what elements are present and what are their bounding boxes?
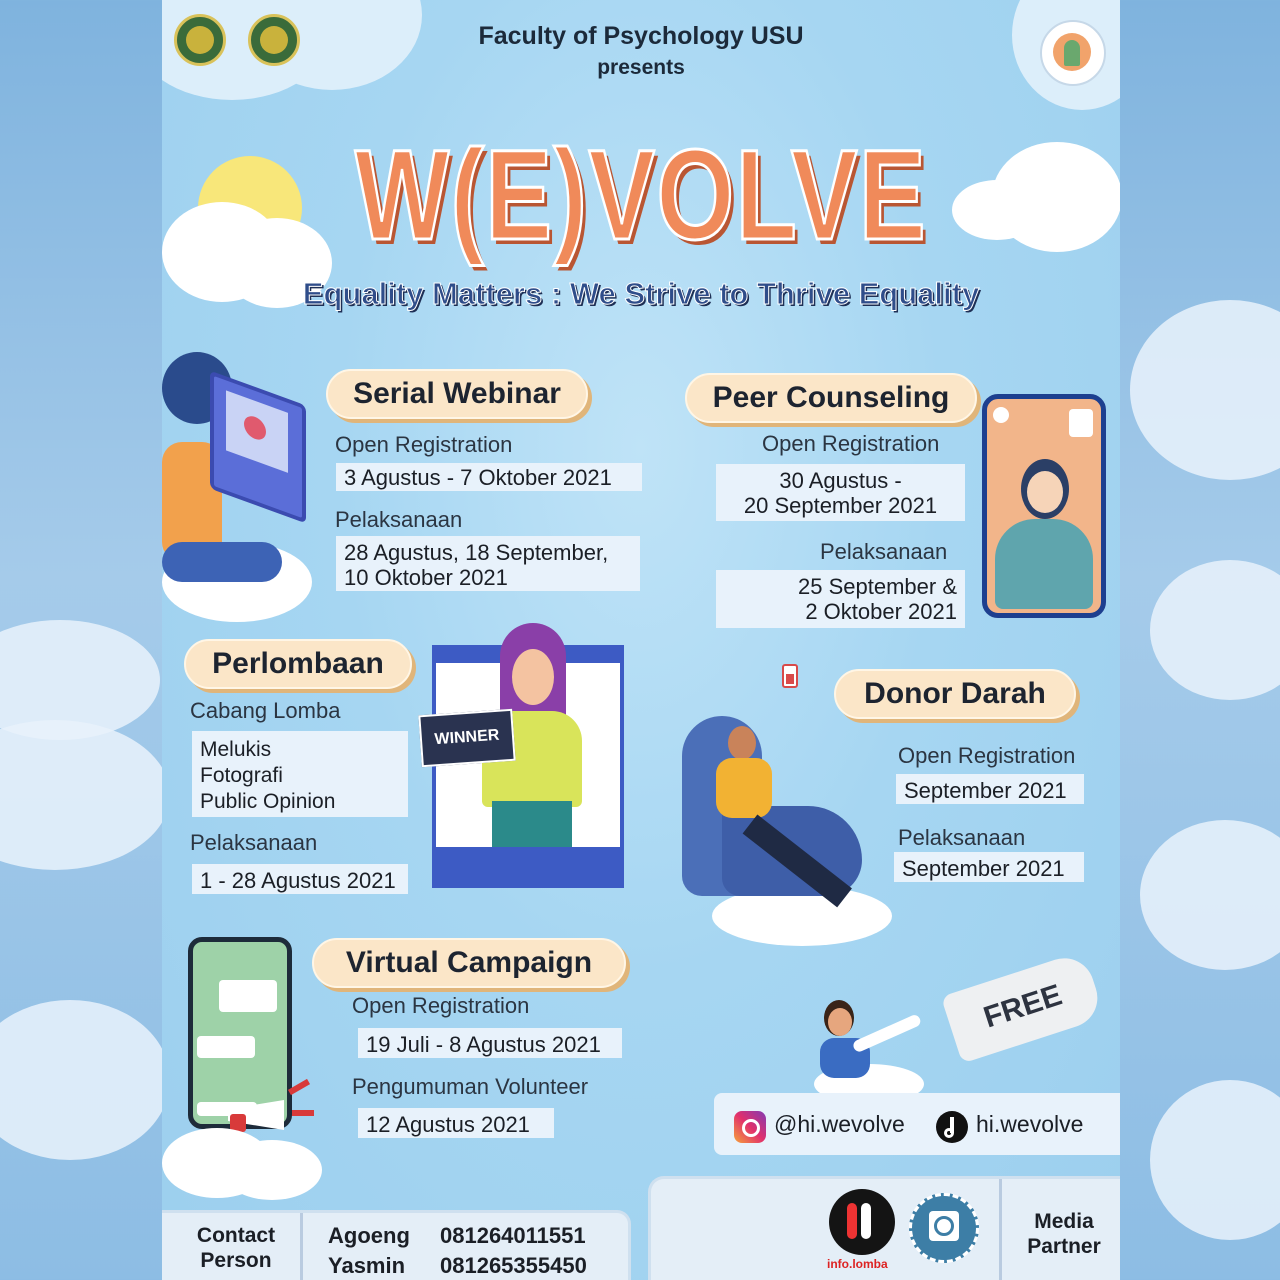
donor-exec-label: Pelaksanaan <box>898 825 1026 850</box>
info-lomba-text: info.lomba <box>827 1257 888 1271</box>
presenter-text: Faculty of Psychology USU <box>478 22 804 50</box>
instagram-handle[interactable]: @hi.wevolve <box>774 1111 905 1137</box>
counseling-exec-value: 25 September & 2 Oktober 2021 <box>716 570 965 628</box>
laptop-illustration <box>162 352 312 612</box>
info-lomba-logo <box>829 1189 895 1255</box>
contact-divider <box>300 1213 303 1280</box>
counseling-reg-label: Open Registration <box>762 431 940 456</box>
media-divider <box>999 1179 1002 1280</box>
blood-bag-icon <box>782 664 798 688</box>
webinar-title-pill: Serial Webinar <box>326 369 588 419</box>
event-poster <box>162 0 1120 1280</box>
event-title: W(E)VOLVE <box>354 124 928 267</box>
webinar-reg-label: Open Registration <box>335 432 513 457</box>
bg-cloud <box>0 720 170 870</box>
donor-chair-illustration <box>682 716 892 946</box>
webinar-reg-value: 3 Agustus - 7 Oktober 2021 <box>336 463 642 491</box>
bg-cloud <box>0 1000 170 1160</box>
campaign-reg-label: Open Registration <box>352 993 530 1018</box>
webinar-exec-label: Pelaksanaan <box>335 507 463 532</box>
winner-sign: WINNER <box>418 709 515 767</box>
campaign-title-pill: Virtual Campaign <box>312 938 626 988</box>
contact-label: Contact Person <box>196 1224 276 1272</box>
donor-reg-value: September 2021 <box>896 774 1084 804</box>
competition-exec-value: 1 - 28 Agustus 2021 <box>192 864 408 894</box>
competition-branches: Melukis Fotografi Public Opinion <box>192 731 408 817</box>
contact-name: Yasmin <box>328 1253 406 1278</box>
megaphone-icon <box>228 1090 298 1136</box>
campaign-cloud <box>222 1140 322 1200</box>
contact-panel <box>162 1210 631 1280</box>
donor-title-pill: Donor Darah <box>834 669 1076 719</box>
free-tag: FREE <box>941 951 1105 1064</box>
competition-exec-label: Pelaksanaan <box>190 830 318 855</box>
bg-cloud <box>1130 300 1280 480</box>
bg-cloud <box>1140 820 1280 970</box>
contact-name: Agoeng <box>328 1223 410 1248</box>
donor-exec-value: September 2021 <box>894 852 1084 882</box>
pointing-man-illustration <box>814 998 934 1094</box>
competition-title-pill: Perlombaan <box>184 639 412 689</box>
instagram-icon[interactable] <box>734 1111 766 1143</box>
social-bar <box>714 1093 1120 1155</box>
bg-cloud <box>1150 1080 1280 1240</box>
campaign-announce-label: Pengumuman Volunteer <box>352 1074 589 1099</box>
search-partner-logo <box>909 1193 979 1263</box>
counseling-reg-value: 30 Agustus - 20 September 2021 <box>716 464 965 521</box>
campaign-reg-value: 19 Juli - 8 Agustus 2021 <box>358 1028 622 1058</box>
counseling-title-pill: Peer Counseling <box>685 373 977 423</box>
bg-cloud <box>1150 560 1280 700</box>
counseling-exec-label: Pelaksanaan <box>820 539 948 564</box>
donor-reg-label: Open Registration <box>898 743 1076 768</box>
phone-illustration <box>982 394 1106 618</box>
webinar-exec-value: 28 Agustus, 18 September, 10 Oktober 2021 <box>336 536 640 591</box>
presents-text: presents <box>597 56 685 79</box>
campaign-announce-value: 12 Agustus 2021 <box>358 1108 554 1138</box>
contact-phone[interactable]: 081265355450 <box>440 1253 587 1278</box>
tiktok-icon[interactable] <box>936 1111 968 1143</box>
event-tagline: Equality Matters : We Strive to Thrive Equality <box>302 276 980 311</box>
media-partner-panel <box>648 1176 1120 1280</box>
competition-branch-label: Cabang Lomba <box>190 698 341 723</box>
winner-post-illustration <box>432 645 624 888</box>
contact-phone[interactable]: 081264011551 <box>440 1223 586 1248</box>
media-partner-label: Media Partner <box>1027 1210 1101 1258</box>
tiktok-handle[interactable]: hi.wevolve <box>976 1111 1084 1137</box>
